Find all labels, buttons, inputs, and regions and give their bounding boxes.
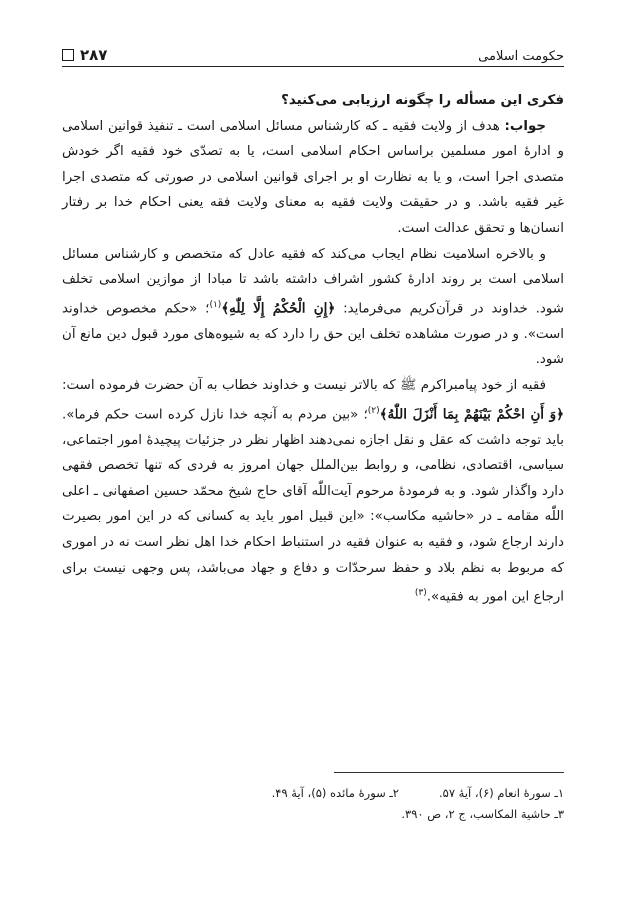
paragraph-prophet [62, 373, 564, 610]
question-line: فکری این مسأله را چگونه ارزیابی می‌کنید؟ [281, 93, 564, 108]
running-title: حکومت اسلامی [478, 49, 564, 64]
header-rule [62, 66, 564, 67]
footnotes [62, 783, 564, 825]
page-header [62, 40, 564, 64]
quran-verse: ﴿وَ أَنِ احْكُمْ بَيْنَهُمْ بِمَا أَنْزَلَ اللّٰهُ﴾ [379, 406, 564, 423]
footnote-rule [334, 772, 564, 773]
paragraph-text: ؛ «حکم مخصوص خداوند است». و در صورت مشاهده تخلف این حق را دارد که به شیوه‌های مورد قبول دین مانع آن شود. [62, 301, 564, 368]
footnote-ref-3: (۳) [414, 588, 427, 599]
quran-verse: ﴿إِنِ الْحُكْمُ إِلَّا لِلّٰهِ﴾ [221, 300, 336, 317]
main-text [62, 88, 564, 610]
page-number: ۲۸۷ [80, 46, 108, 64]
footnote-ref-2: (۲) [367, 405, 380, 416]
paragraph-answer [62, 114, 564, 242]
square-ornament-icon [62, 49, 74, 61]
answer-label: جواب: [504, 118, 546, 134]
footnote-1: ۱ـ سورهٔ انعام (۶)، آیهٔ ۵۷. [438, 786, 564, 800]
paragraph-text: فقیه از خود پیامبراکرم ﷺ که بالاتر نیست و خداوند خطاب به آن حضرت فرموده است: [62, 378, 546, 393]
answer-text: هدف از ولایت فقیه ـ که کارشناس مسائل اسلامی است ـ تنفیذ قوانین اسلامی و ادارهٔ امور مسلمین براساس احکام اسلامی است، یا به تصدّی خود فقیه اگر خودش متصدی اجرا است، و یا به نظارت او بر اجرای قوانین اسلامی در صورتی که متصدی اجرا غیر فقیه باشد. و در حقیقت ولایت فقیه به معنای ولایت فقه یعنی احکام خدا بر رفتار انسان‌ها و تحقق عدالت است. [62, 118, 564, 236]
paragraph-text: ؛ «بین مردم به آنچه خدا نازل کرده است حکم فرما». باید توجه داشت که عقل و نقل اجازه نمی‌دهند اظهار نظر در جزئیات پیچیدهٔ امور اجتماعی، سیاسی، اقتصادی، نظامی، و روابط بین‌الملل جهان امروز به فردی که تنها تخصص فقهی دارد واگذار شود. و به فرمودهٔ مرحوم آیت‌اللّٰه آقای حاج شیخ محمّد حسین اصفهانی ـ اعلی اللّٰه مقامه ـ در «حاشیه مکاسب»: «این قبیل امور باید به کسانی که در این امور بصیرت دارند ارجاع شود، و فقیه به عنوان فقیه در استنباط احکام خدا اهل نظر است نه در اموری که مربوط به نظم بلاد و حفظ سرحدّات و دفاع و جهاد می‌باشد، پس وجهی نیست برای ارجاع این امور به فقیه». [62, 407, 564, 605]
paragraph-text: و بالاخره اسلامیت نظام ایجاب می‌کند که فقیه عادل که متخصص و کارشناس مسائل اسلامی است بر روند ادارهٔ کشور اشراف داشته باشد تا مبادا از موازین اسلامی تخلف شود. خداوند در قرآن‌کریم می‌فرماید: [62, 246, 564, 317]
paragraph-islamic-system [62, 242, 564, 373]
footnote-3: ۳ـ حاشیة المکاسب، ج ۲، ص ۳۹۰. [401, 807, 564, 821]
page-number-block [62, 46, 107, 64]
footnote-row [62, 783, 564, 804]
footnote-2: ۲ـ سورهٔ مائده (۵)، آیهٔ ۴۹. [271, 786, 399, 800]
footnote-ref-1: (۱) [209, 299, 222, 310]
